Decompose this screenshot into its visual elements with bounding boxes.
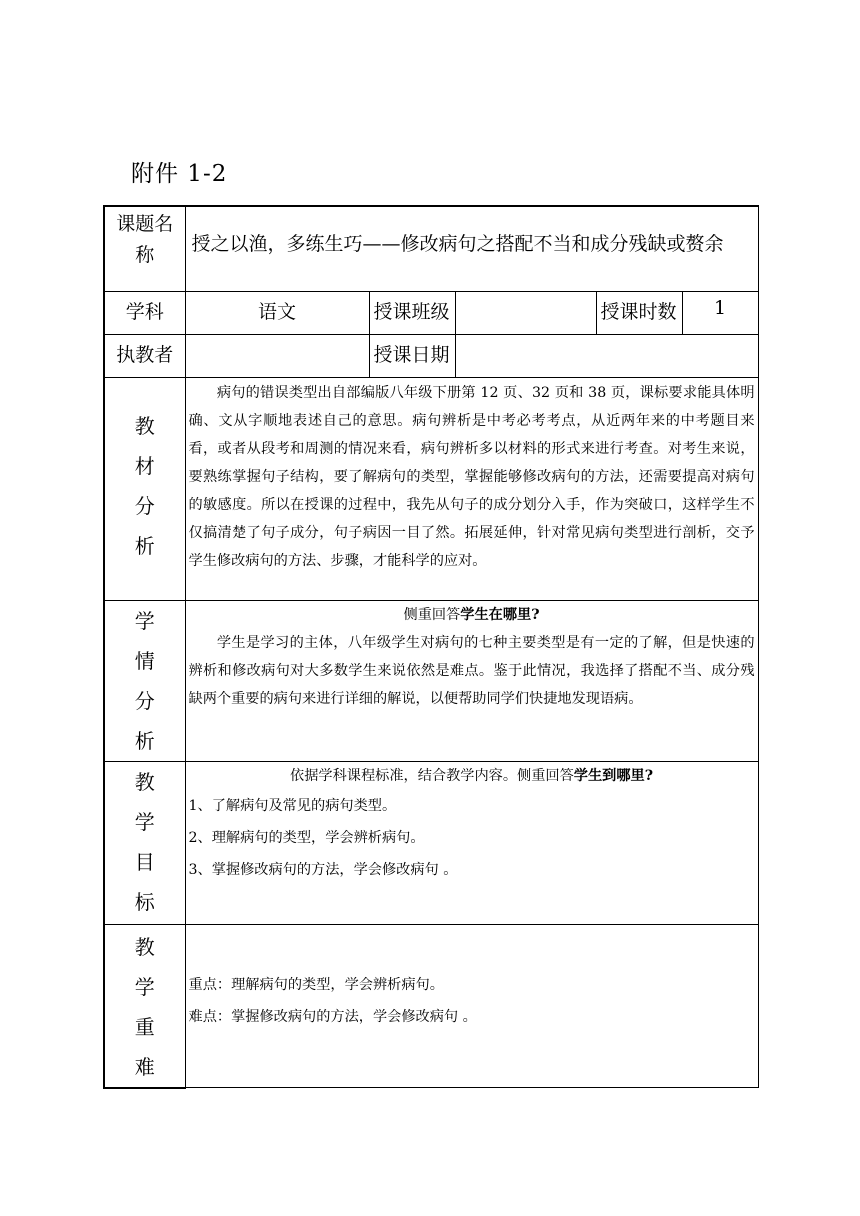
topic-label-line1: 课题名 bbox=[116, 213, 174, 235]
topic-value-cell bbox=[185, 206, 758, 291]
subject-row bbox=[104, 291, 758, 334]
objective-item: 2、理解病句的类型，学会辨析病句。 bbox=[188, 829, 425, 846]
subject-label: 学科 bbox=[125, 300, 164, 323]
hours-label: 授课时数 bbox=[600, 300, 677, 323]
learner-analysis-row bbox=[104, 600, 758, 761]
subject-value: 语文 bbox=[257, 300, 296, 323]
objective-item: 3、掌握修改病句的方法，学会修改病句 。 bbox=[188, 861, 458, 878]
class-value-cell bbox=[455, 291, 596, 334]
topic-row bbox=[104, 206, 758, 291]
topic-label bbox=[104, 206, 185, 291]
learner-analysis-label: 学 情 分 析 bbox=[104, 600, 185, 761]
topic-label-line2: 称 bbox=[135, 244, 155, 266]
learner-analysis-content bbox=[185, 600, 758, 761]
objectives-content bbox=[185, 761, 758, 924]
attachment-title: 附件 1-2 bbox=[131, 161, 228, 187]
material-analysis-text: 病句的错误类型出自部编版八年级下册第 12 页、32 页和 38 页，课标要求能具体明确、文从字顺地表述自己的意思。病句辨析是中考必考考点，从近两年来的中考题目来看，或者从段考和周测的情况来看，病句辨析多以材料的形式来进行考查。对考生来说，要熟练掌握句子结构，要了解病句的类型，掌握能够修改病句的方法，还需要提高对病句的敏感度。所以在授课的过程中，我先从句子的成分划分入手，作为突破口，这样学生不仅搞清楚了句子成分，句子病因一目了然。拓展延伸，针对常见病句类型进行剖析，交予学生修改病句的方法、步骤，才能科学的应对。 bbox=[188, 384, 755, 569]
objectives-focus: 依据学科课程标准，结合教学内容。侧重回答学生到哪里? bbox=[290, 767, 654, 784]
teacher-label-cell bbox=[104, 334, 185, 377]
teacher-value-cell bbox=[185, 334, 369, 377]
key-points-content bbox=[185, 924, 758, 1088]
objectives-label: 教 学 目 标 bbox=[104, 761, 185, 924]
hours-value-cell bbox=[682, 291, 758, 334]
hours-value: 1 bbox=[713, 296, 727, 319]
objective-item: 1、了解病句及常见的病句类型。 bbox=[188, 797, 397, 814]
objectives-row bbox=[104, 761, 758, 924]
subject-label-cell bbox=[104, 291, 185, 334]
teacher-row bbox=[104, 334, 758, 377]
date-label-cell bbox=[369, 334, 455, 377]
class-label: 授课班级 bbox=[373, 300, 450, 323]
material-analysis-content bbox=[185, 377, 758, 600]
learner-analysis-text: 学生是学习的主体，八年级学生对病句的七种主要类型是有一定的了解，但是快速的辨析和修改病句对大多数学生来说依然是难点。鉴于此情况，我选择了搭配不当、成分残缺两个重要的病句来进行详细的解说，以便帮助同学们快捷地发现语病。 bbox=[188, 634, 755, 707]
material-analysis-row bbox=[104, 377, 758, 600]
class-label-cell bbox=[369, 291, 455, 334]
teacher-label: 执教者 bbox=[116, 343, 174, 366]
difficulty-point: 难点：掌握修改病句的方法，学会修改病句 。 bbox=[188, 1008, 477, 1025]
teacher-value bbox=[186, 335, 369, 340]
key-point: 重点：理解病句的类型，学会辨析病句。 bbox=[188, 976, 444, 993]
lesson-plan-table bbox=[103, 205, 759, 1089]
subject-value-cell bbox=[185, 291, 369, 334]
key-points-row bbox=[104, 924, 758, 1088]
key-points-label: 教 学 重 难 bbox=[104, 924, 185, 1088]
class-value bbox=[456, 292, 596, 297]
material-analysis-label: 教 材 分 析 bbox=[104, 377, 185, 600]
date-value-cell bbox=[455, 334, 758, 377]
learner-analysis-focus: 侧重回答学生在哪里? bbox=[403, 606, 540, 623]
hours-label-cell bbox=[596, 291, 682, 334]
date-value bbox=[456, 335, 758, 340]
topic-value: 授之以渔，多练生巧——修改病句之搭配不当和成分残缺或赘余 bbox=[191, 233, 724, 255]
date-label: 授课日期 bbox=[373, 343, 450, 366]
